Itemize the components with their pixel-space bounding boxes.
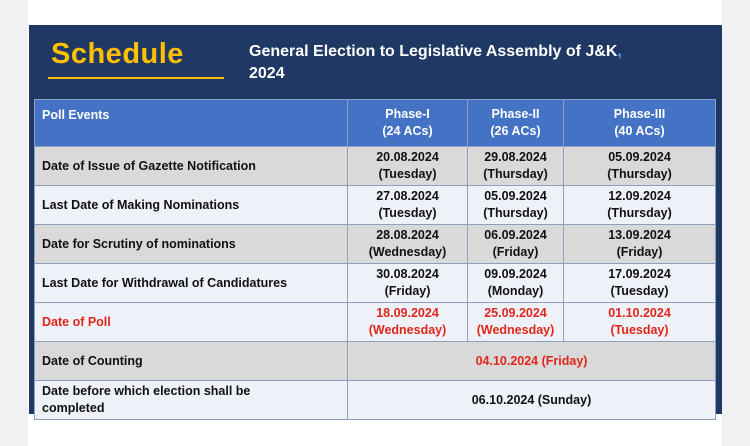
date: 05.09.2024 — [484, 189, 547, 203]
date: 29.08.2024 — [484, 150, 547, 164]
phase-3-label: Phase-III — [613, 107, 666, 121]
weekday: (Friday) — [492, 245, 539, 259]
date: 27.08.2024 — [376, 189, 439, 203]
weekday: (Thursday) — [483, 167, 548, 181]
weekday: (Wednesday) — [368, 323, 447, 337]
date: 05.09.2024 — [608, 150, 671, 164]
event-label-line1: Date before which election shall be — [42, 384, 251, 398]
weekday: (Tuesday) — [378, 167, 437, 181]
date: 12.09.2024 — [608, 189, 671, 203]
phase-3-date — [564, 264, 716, 303]
phase-2-acs: (26 ACs) — [490, 124, 541, 138]
event-label: Date of Issue of Gazette Notification — [35, 147, 348, 186]
phase-2-date — [468, 186, 564, 225]
weekday: (Thursday) — [483, 206, 548, 220]
phase-2-date — [468, 147, 564, 186]
event-label: Date of Counting — [35, 342, 348, 381]
completion-date: 06.10.2024 (Sunday) — [348, 381, 716, 420]
date: 18.09.2024 — [376, 306, 439, 320]
subtitle-line1: General Election to Legislative Assembly of J&K — [249, 43, 618, 60]
schedule-title: Schedule — [51, 38, 184, 70]
phase-3-date — [564, 225, 716, 264]
table-row — [35, 225, 716, 264]
table-header-row — [35, 100, 716, 147]
event-label: Date for Scrutiny of nominations — [35, 225, 348, 264]
subtitle-comma: , — [617, 43, 622, 60]
weekday: (Wednesday) — [368, 245, 447, 259]
date: 20.08.2024 — [376, 150, 439, 164]
table-row-counting — [35, 342, 716, 381]
phase-1-date — [348, 186, 468, 225]
phase-3-date — [564, 303, 716, 342]
weekday: (Tuesday) — [610, 323, 669, 337]
phase-1-date — [348, 225, 468, 264]
column-header-poll-events: Poll Events — [35, 100, 348, 147]
date: 17.09.2024 — [608, 267, 671, 281]
column-header-phase-1 — [348, 100, 468, 147]
phase-1-date — [348, 303, 468, 342]
column-header-phase-3 — [564, 100, 716, 147]
phase-1-acs: (24 ACs) — [382, 124, 433, 138]
schedule-table — [34, 99, 716, 420]
table-row — [35, 264, 716, 303]
date: 09.09.2024 — [484, 267, 547, 281]
weekday: (Tuesday) — [378, 206, 437, 220]
weekday: (Wednesday) — [476, 323, 555, 337]
event-label: Last Date for Withdrawal of Candidatures — [35, 264, 348, 303]
weekday: (Friday) — [616, 245, 663, 259]
phase-2-date — [468, 303, 564, 342]
weekday: (Thursday) — [607, 167, 672, 181]
event-label: Date of Poll — [35, 303, 348, 342]
event-label-line2: completed — [42, 401, 105, 415]
date: 25.09.2024 — [484, 306, 547, 320]
table-row-completion — [35, 381, 716, 420]
event-label: Last Date of Making Nominations — [35, 186, 348, 225]
phase-2-date — [468, 225, 564, 264]
phase-1-date — [348, 147, 468, 186]
date: 13.09.2024 — [608, 228, 671, 242]
title-underline — [48, 77, 224, 79]
phase-2-label: Phase-II — [491, 107, 540, 121]
counting-date: 04.10.2024 (Friday) — [348, 342, 716, 381]
schedule-subtitle — [249, 41, 709, 85]
date: 30.08.2024 — [376, 267, 439, 281]
subtitle-line2: 2024 — [249, 65, 285, 82]
phase-3-date — [564, 147, 716, 186]
table-row — [35, 147, 716, 186]
phase-3-acs: (40 ACs) — [614, 124, 665, 138]
date: 28.08.2024 — [376, 228, 439, 242]
date: 06.09.2024 — [484, 228, 547, 242]
phase-2-date — [468, 264, 564, 303]
weekday: (Thursday) — [607, 206, 672, 220]
event-label — [35, 381, 348, 420]
phase-1-date — [348, 264, 468, 303]
weekday: (Monday) — [487, 284, 544, 298]
weekday: (Friday) — [384, 284, 431, 298]
phase-3-date — [564, 186, 716, 225]
column-header-phase-2 — [468, 100, 564, 147]
weekday: (Tuesday) — [610, 284, 669, 298]
table-row — [35, 186, 716, 225]
date: 01.10.2024 — [608, 306, 671, 320]
table-row-poll — [35, 303, 716, 342]
phase-1-label: Phase-I — [385, 107, 430, 121]
